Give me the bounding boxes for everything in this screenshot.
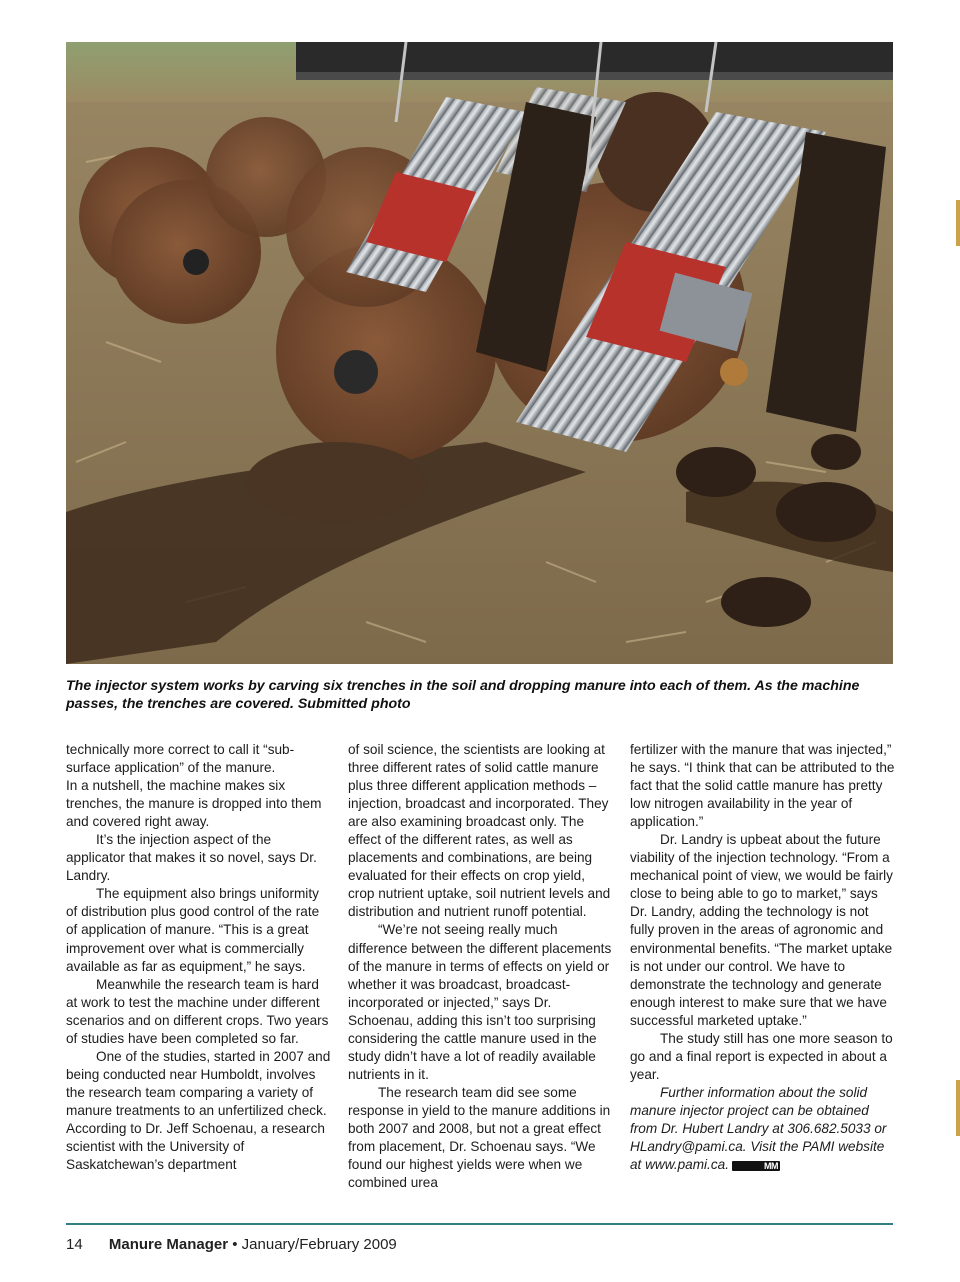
paragraph: The equipment also brings uniformity of distribution plus good control of the rate of application of manure. “This is a great improvement over what is commercially available as far as equipment,” he says.: [66, 886, 320, 974]
paragraph: “We’re not seeing really much difference between the different placements of the manure in terms of effects on yield or whether it was broadcast, broadcast-incorporated or injected,” says Dr. Schoenau, adding this isn’t too surprising considering the cattle manure used in the study didn’t have a lot of readily available nutrients in it.: [348, 922, 612, 1082]
page-edge-mark: [956, 1080, 960, 1136]
page-edge-mark: [956, 200, 960, 246]
magazine-title: Manure Manager: [108, 1236, 229, 1253]
paragraph: In a nutshell, the machine makes six trenches, the manure is dropped into them and covered right away.: [66, 778, 322, 830]
text-column-3: [630, 741, 896, 1174]
further-info-paragraph: [630, 1084, 896, 1174]
paragraph: technically more correct to call it “sub-surface application” of the manure.: [66, 742, 295, 776]
paragraph: Meanwhile the research team is hard at work to test the machine under different scenarios and on different crops. Two years of studies have been completed so far.: [66, 976, 329, 1046]
issue-date: January/February 2009: [241, 1236, 397, 1253]
paragraph: fertilizer with the manure that was injected,” he says. “I think that can be attributed to the fact that the solid cattle manure has pretty low nitrogen availability in the year of application.”: [630, 742, 895, 830]
paragraph: of soil science, the scientists are looking at three different rates of solid cattle manure plus three different application methods – injection, broadcast and incorporated. They are also examining broadcast only. The effect of the different rates, as well as placements and combinations, are being evaluated for their effects on crop yield, crop nutrient uptake, soil nutrient levels and distribution and nutrient runoff potential.: [348, 742, 611, 920]
footer-rule: [66, 1223, 893, 1225]
paragraph: It’s the injection aspect of the applicator that makes it so novel, says Dr. Landry.: [66, 832, 317, 884]
end-mark-logo: MM: [732, 1161, 780, 1171]
text-column-1: [66, 741, 332, 1174]
paragraph: The research team did see some response in yield to the manure additions in both 2007 and 2008, but not a great effect from placement, Dr. Schoenau says. “We found our highest yields were when we combined urea: [348, 1084, 611, 1191]
text-column-2: [348, 741, 614, 1192]
paragraph: Dr. Landry is upbeat about the future viability of the injection technology. “From a mechanical point of view, we would be fairly close to being able to go to market,” says Dr. Landry, adding the technology is not fully proven in the areas of agronomic and environmental benefits. “The market uptake is not under our control. We have to demonstrate the technology and generate enough interest to make sure that we have successful marketed uptake.”: [630, 832, 893, 1028]
paragraph: One of the studies, started in 2007 and being conducted near Humboldt, involves the research team comparing a variety of manure treatments to an unfertilized check. According to Dr. Jeff Schoenau, a research scientist with the University of Saskatchewan’s department: [66, 1048, 331, 1173]
page-number: 14: [66, 1236, 83, 1253]
photo-caption: The injector system works by carving six trenches in the soil and dropping manure into each of them. As the machine passes, the trenches are covered. Submitted photo: [66, 678, 860, 712]
footer-separator: •: [232, 1236, 238, 1253]
injector-photo-illustration: [66, 42, 893, 664]
further-info-text: Further information about the solid manure injector project can be obtained from Dr. Hubert Landry at 306.682.5033 or HLandry@pami.ca. Visit the PAMI website at www.pami.ca.: [630, 1084, 887, 1173]
page-footer: [66, 1236, 397, 1253]
article-photo: [66, 42, 893, 664]
paragraph: The study still has one more season to go and a final report is expected in about a year.: [630, 1030, 893, 1082]
